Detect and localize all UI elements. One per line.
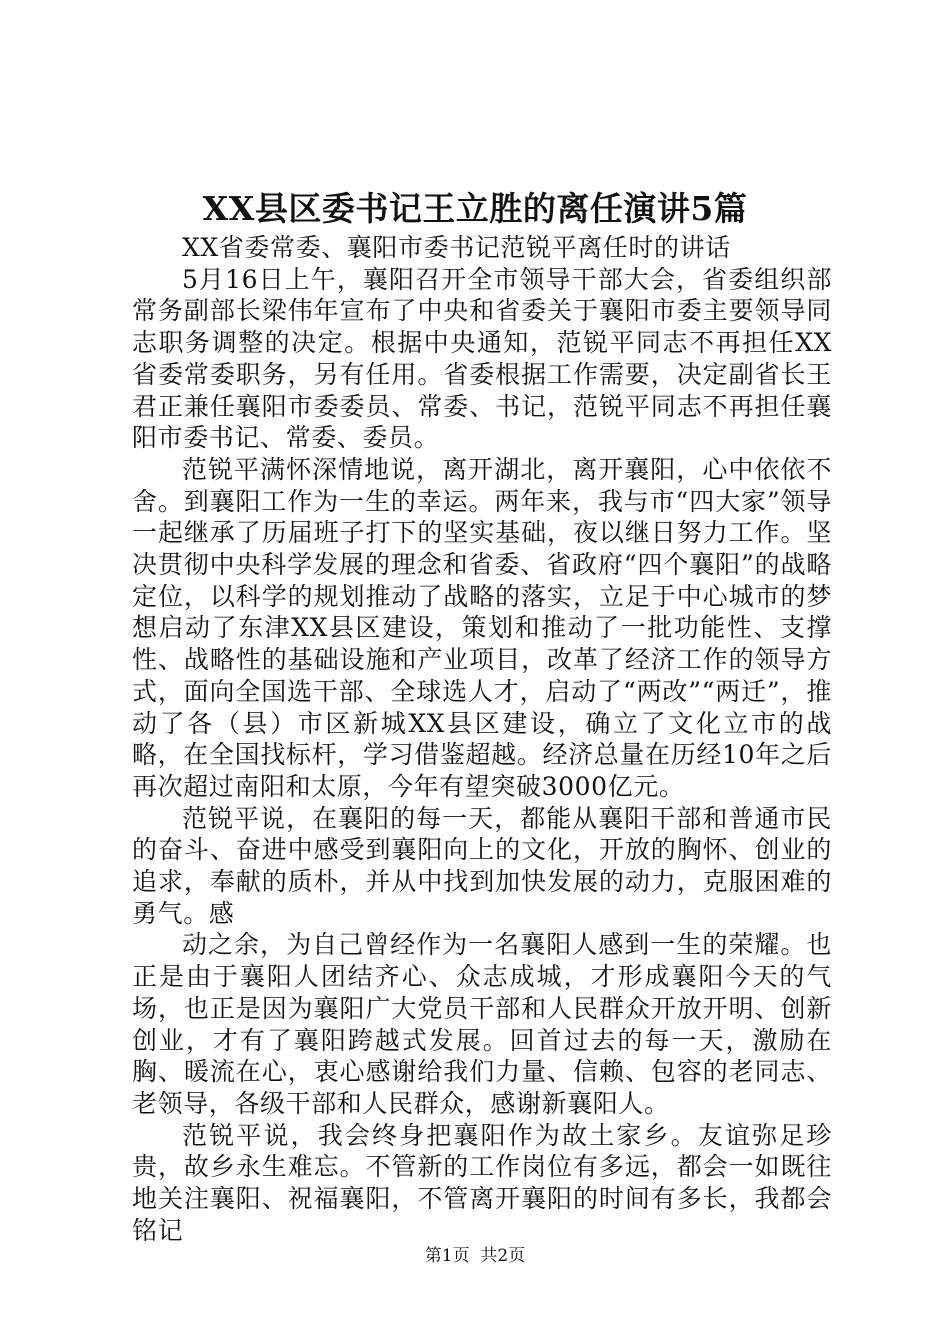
paragraph-farewell: 范锐平说，我会终身把襄阳作为故土家乡。友谊弥足珍贵，故乡永生难忘。不管新的工作岗位有多远，都会一如既往地关注襄阳、祝福襄阳，不管离开襄阳的时间有多长，我都会铭记 xyxy=(132,1120,832,1245)
paragraph-announcement: 5月16日上午，襄阳召开全市领导干部大会，省委组织部常务副部长梁伟年宣布了中央和省委关于襄阳市委主要领导同志职务调整的决定。根据中央通知，范锐平同志不再担任XX省委常委职务，另有任用。省委根据工作需要，决定副省长王君正兼任襄阳市委委员、常委、书记，范锐平同志不再担任襄阳市委书记、常委、委员。 xyxy=(132,264,832,453)
document-body xyxy=(132,232,832,1247)
document-title: XX县区委书记王立胜的离任演讲5篇 xyxy=(202,189,748,228)
paragraph-gratitude: 动之余，为自己曾经作为一名襄阳人感到一生的荣耀。也正是由于襄阳人团结齐心、众志成城，才形成襄阳今天的气场，也正是因为襄阳广大党员干部和人民群众开放开明、创新创业，才有了襄阳跨越式发展。回首过去的每一天，激励在胸、暖流在心，衷心感谢给我们力量、信赖、包容的老同志、老领导，各级干部和人民群众，感谢新襄阳人。 xyxy=(132,930,832,1118)
paragraph-subtitle: XX省委常委、襄阳市委书记范锐平离任时的讲话 xyxy=(182,233,731,262)
paragraph-culture: 范锐平说，在襄阳的每一天，都能从襄阳干部和普通市民的奋斗、奋进中感受到襄阳向上的文化，开放的胸怀、创业的追求，奉献的质朴，并从中找到加快发展的动力，克服困难的勇气。感 xyxy=(132,803,832,928)
paragraph-achievements: 范锐平满怀深情地说，离开湖北，离开襄阳，心中依依不舍。到襄阳工作为一生的幸运。两年来，我与市“四大家”领导一起继承了历届班子打下的坚实基础，夜以继日努力工作。坚决贯彻中央科学发展的理念和省委、省政府“四个襄阳”的战略定位，以科学的规划推动了战略的落实，立足于中心城市的梦想启动了东津XX县区建设，策划和推动了一批功能性、支撑性、战略性的基础设施和产业项目，改革了经济工作的领导方式，面向全国选干部、全球选人才，启动了“两改”“两迁”，推动了各（县）市区新城XX县区建设，确立了文化立市的战略，在全国找标杆，学习借鉴超越。经济总量在历经10年之后再次超过南阳和太原，今年有望突破3000亿元。 xyxy=(132,454,832,801)
page-footer: 第1页 共2页 xyxy=(424,1246,526,1266)
